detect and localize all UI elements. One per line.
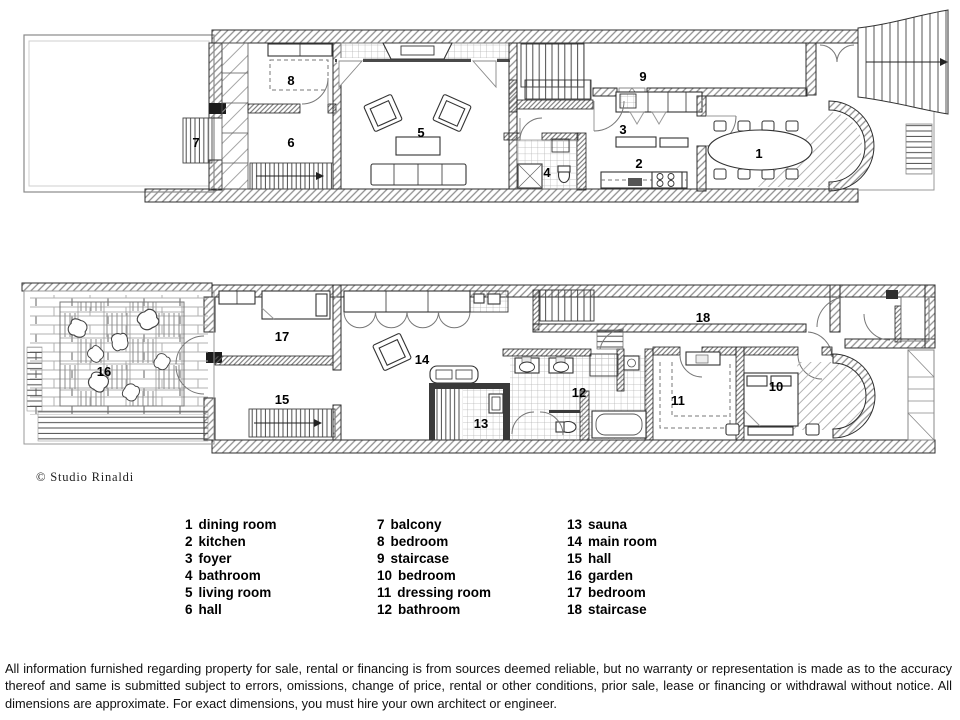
legend-number: 15 bbox=[567, 550, 583, 566]
room-number-9: 9 bbox=[639, 69, 647, 84]
legend-item-14 bbox=[567, 534, 657, 551]
sink bbox=[515, 357, 539, 373]
washer bbox=[624, 356, 639, 370]
bedroom-10 bbox=[726, 347, 875, 438]
legend-item-16 bbox=[567, 568, 657, 585]
room-number-10: 10 bbox=[768, 379, 784, 394]
legend-label: staircase bbox=[588, 601, 647, 617]
copyright-credit: © Studio Rinaldi bbox=[36, 470, 134, 484]
bathtub bbox=[592, 411, 646, 438]
room-number-15: 15 bbox=[274, 392, 290, 407]
legend-item-6 bbox=[185, 602, 277, 619]
legend-label: foyer bbox=[198, 550, 232, 566]
legend-label: living room bbox=[198, 584, 272, 600]
legend-column-2 bbox=[377, 517, 491, 618]
legend-label: sauna bbox=[588, 517, 628, 532]
legend-number: 7 bbox=[377, 517, 385, 532]
main-room-14 bbox=[344, 291, 508, 383]
room-number-3: 3 bbox=[619, 122, 627, 137]
legend-item-12 bbox=[377, 602, 491, 619]
shower bbox=[518, 164, 542, 188]
legend-label: bedroom bbox=[398, 567, 456, 583]
nightstand bbox=[806, 424, 819, 435]
legend-number: 16 bbox=[567, 567, 583, 583]
dining-room-1 bbox=[708, 111, 862, 187]
room-number-17: 17 bbox=[274, 329, 290, 344]
disclaimer-text: All information furnished regarding property for sale, rental or financing is from sources deemed reliable, but no warranty or representation is made as to the accuracy thereof and same is submitted subject to errors, omissions, change of price, rental or other conditions, prior sale, lease or financing or withdrawal without notice. All dimensions are approximate. For exact dimensions, you must hire your own architect or engineer. bbox=[5, 661, 952, 711]
glazed-wall bbox=[222, 43, 248, 189]
legend-item-17 bbox=[567, 585, 657, 602]
legend-column-3 bbox=[567, 517, 657, 618]
legend-label: bedroom bbox=[588, 584, 646, 600]
room-number-7: 7 bbox=[192, 135, 200, 150]
wall-15-14-lower bbox=[333, 405, 341, 440]
room-number-5: 5 bbox=[417, 125, 425, 140]
legend-number: 4 bbox=[185, 567, 193, 583]
sink bbox=[549, 357, 573, 373]
closet-row bbox=[344, 291, 470, 312]
legend-number: 13 bbox=[567, 517, 583, 532]
legend-label: balcony bbox=[390, 517, 442, 532]
nightstand bbox=[726, 424, 739, 435]
armchair bbox=[433, 94, 472, 132]
legend-column-1 bbox=[185, 517, 277, 618]
room-number-6: 6 bbox=[287, 135, 295, 150]
legend-number: 2 bbox=[185, 533, 193, 549]
legend-number: 11 bbox=[377, 584, 392, 600]
room-number-18: 18 bbox=[695, 310, 711, 325]
bench-14 bbox=[430, 366, 478, 383]
legend-item-1 bbox=[185, 517, 277, 534]
room-number-13: 13 bbox=[473, 416, 489, 431]
legend-label: dining room bbox=[198, 517, 277, 532]
sofa bbox=[371, 164, 466, 185]
lower-floor-plan bbox=[22, 283, 935, 453]
legend-item-11 bbox=[377, 585, 491, 602]
room-number-8: 8 bbox=[287, 73, 295, 88]
room-number-12: 12 bbox=[571, 385, 587, 400]
room-number-4: 4 bbox=[543, 165, 551, 180]
wall-15-14 bbox=[333, 285, 341, 370]
legend-label: staircase bbox=[390, 550, 450, 566]
legend-item-2 bbox=[185, 534, 277, 551]
room-number-11: 11 bbox=[671, 393, 685, 408]
legend-item-8 bbox=[377, 534, 491, 551]
room-number-2: 2 bbox=[635, 156, 643, 171]
legend-item-7 bbox=[377, 517, 491, 534]
side-stairs-lower bbox=[908, 350, 934, 440]
upper-floor-plan bbox=[24, 10, 948, 202]
legend-item-18 bbox=[567, 602, 657, 619]
fireplace bbox=[383, 43, 452, 59]
room-number-1: 1 bbox=[755, 146, 763, 161]
legend-item-3 bbox=[185, 551, 277, 568]
legend-label: hall bbox=[588, 550, 612, 566]
exterior-stairs-upper bbox=[858, 10, 948, 190]
legend-number: 10 bbox=[377, 567, 393, 583]
armchair bbox=[364, 94, 403, 132]
legend-item-5 bbox=[185, 585, 277, 602]
legend-label: dressing room bbox=[397, 584, 492, 600]
shower-12 bbox=[590, 354, 618, 376]
legend-item-15 bbox=[567, 551, 657, 568]
sauna-13 bbox=[429, 383, 510, 440]
legend-label: bathroom bbox=[398, 601, 461, 617]
living-room-5 bbox=[335, 43, 517, 189]
room-number-14: 14 bbox=[414, 352, 430, 367]
legend-number: 1 bbox=[185, 517, 193, 532]
bath-sink bbox=[552, 139, 569, 152]
legend-number: 14 bbox=[567, 533, 583, 549]
legend-label: bedroom bbox=[390, 533, 449, 549]
stove bbox=[652, 172, 682, 188]
armchair-14 bbox=[372, 333, 411, 371]
legend-number: 3 bbox=[185, 550, 193, 566]
legend-number: 9 bbox=[377, 550, 385, 566]
bedroom-17 bbox=[215, 291, 333, 365]
room-number-16: 16 bbox=[96, 364, 112, 379]
legend-item-9 bbox=[377, 551, 491, 568]
legend-item-10 bbox=[377, 568, 491, 585]
legend-label: hall bbox=[198, 601, 222, 617]
legend-number: 18 bbox=[567, 601, 583, 617]
hall-6-staircase bbox=[250, 163, 333, 189]
legend-label: garden bbox=[588, 567, 634, 583]
garden-16 bbox=[22, 283, 214, 444]
legend-number: 17 bbox=[567, 584, 583, 600]
legend-item-13 bbox=[567, 517, 657, 534]
legend-label: kitchen bbox=[198, 533, 246, 549]
legend-number: 8 bbox=[377, 533, 385, 549]
legend-label: main room bbox=[588, 533, 658, 549]
terrace-outline bbox=[24, 35, 214, 192]
hall-15-staircase bbox=[249, 409, 335, 437]
legend-number: 12 bbox=[377, 601, 393, 617]
legend-item-4 bbox=[185, 568, 277, 585]
legend-label: bathroom bbox=[198, 567, 261, 583]
legend-number: 5 bbox=[185, 584, 193, 600]
legend-number: 6 bbox=[185, 601, 193, 617]
